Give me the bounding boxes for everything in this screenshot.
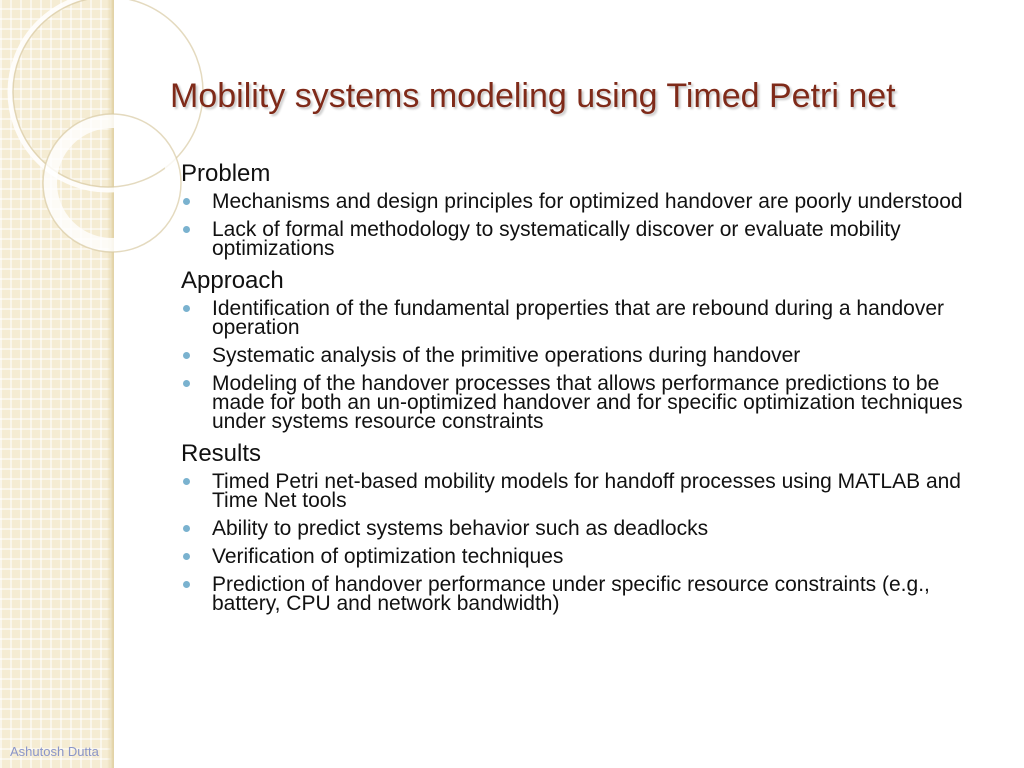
section-heading-results: Results [181,440,262,467]
bullet-dot-icon [183,380,190,387]
bullet-text: Mechanisms and design principles for optimized handover are poorly understood [212,190,963,213]
bullet-list-approach [181,299,991,431]
bullet-list-problem [181,192,991,258]
bullet-item [181,192,991,211]
bullet-dot-icon [183,478,190,485]
decorative-circle-small-edge [43,114,181,252]
footer-author: Ashutosh Dutta [10,744,99,759]
bullet-text: Identification of the fundamental properties that are rebound during a handover operation [212,297,944,339]
bullet-item [181,472,991,510]
bullet-item [181,547,991,566]
bullet-list-results [181,472,991,613]
bullet-dot-icon [183,553,190,560]
bullet-dot-icon [183,198,190,205]
bullet-dot-icon [183,226,190,233]
section-heading-approach: Approach [181,267,284,294]
bullet-text: Systematic analysis of the primitive operations during handover [212,344,801,367]
bullet-item [181,346,991,365]
bullet-item [181,299,991,337]
bullet-item [181,220,991,258]
section-heading-problem: Problem [181,160,271,187]
bullet-text: Verification of optimization techniques [212,545,564,568]
bullet-text: Prediction of handover performance under specific resource constraints (e.g., battery, CPU and network bandwidth) [212,573,930,615]
bullet-item [181,519,991,538]
bullet-dot-icon [183,352,190,359]
bullet-text: Lack of formal methodology to systematically discover or evaluate mobility optimizations [212,218,901,260]
bullet-dot-icon [183,525,190,532]
bullet-item [181,575,991,613]
bullet-item [181,374,991,431]
bullet-text: Timed Petri net-based mobility models for handoff processes using MATLAB and Time Net tools [212,470,961,512]
slide-content [181,160,991,622]
bullet-dot-icon [183,581,190,588]
decorative-circles [0,0,140,260]
bullet-text: Ability to predict systems behavior such as deadlocks [212,517,709,540]
bullet-dot-icon [183,305,190,312]
bullet-text: Modeling of the handover processes that allows performance predictions to be made for both an un-optimized handover and for specific optimization techniques under systems resource constraints [212,372,963,433]
slide-title: Mobility systems modeling using Timed Petri net [170,77,896,115]
